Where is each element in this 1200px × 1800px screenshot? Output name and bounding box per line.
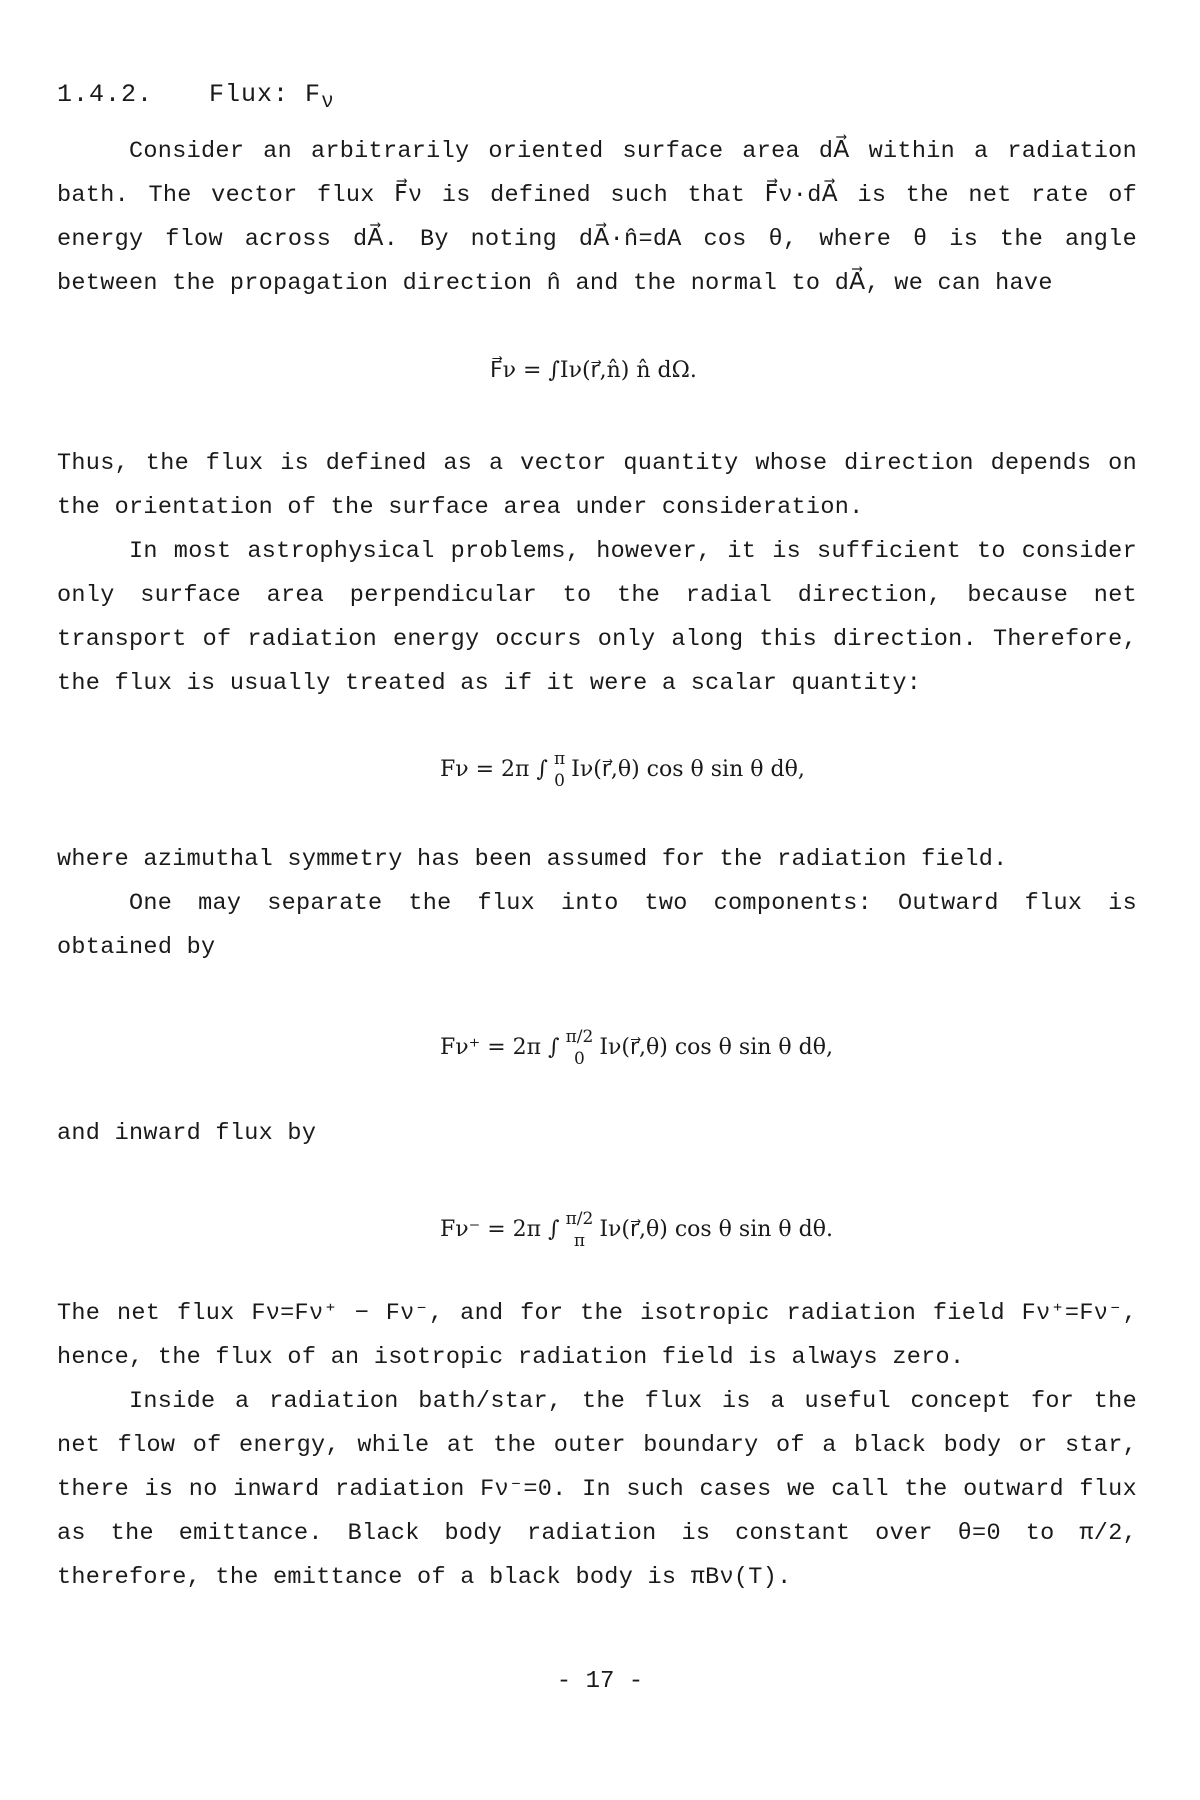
equation-scalar-flux xyxy=(440,748,805,792)
integral-limits xyxy=(554,748,565,792)
section-title-subscript: ν xyxy=(321,91,335,114)
integral-limits xyxy=(566,1026,594,1070)
upper-limit: π xyxy=(553,749,566,769)
equation-inward-flux-rhs: Iν(r⃗,θ) cos θ sin θ dθ. xyxy=(599,1217,833,1242)
upper-limit: π/2 xyxy=(565,1027,594,1047)
paragraph-vector-flux: Consider an arbitrarily oriented surface area dA⃗ within a radiation bath. The vector flux F⃗ν is defined such that F⃗ν·dA⃗ is the net rate of energy flow across dA⃗. By noting dA⃗·n̂=dA cos θ, where θ is the angle between the propagation direction n̂ and the normal to dA⃗, we can have xyxy=(57,138,1137,297)
lower-limit: 0 xyxy=(554,771,565,791)
section-title: Flux: F xyxy=(209,80,322,109)
equation-scalar-flux-lhs: Fν = 2π ∫ xyxy=(440,757,548,782)
section-heading xyxy=(57,80,335,114)
equation-outward-flux-lhs: Fν⁺ = 2π ∫ xyxy=(440,1035,560,1060)
equation-vector-flux: F⃗ν = ∫Iν(r⃗,n̂) n̂ dΩ. xyxy=(490,358,697,383)
paragraph-outward-flux: One may separate the flux into two components: Outward flux is obtained by xyxy=(57,890,1137,961)
lower-limit: 0 xyxy=(574,1049,585,1069)
paragraph-emittance: Inside a radiation bath/star, the flux is a useful concept for the net flow of energy, while at the outer boundary of a black body or star, there is no inward radiation Fν⁻=0. In such cases we call the outward flux as the emittance. Black body radiation is constant over θ=0 to π/2, therefore, the emittance of a black body is πBν(T). xyxy=(57,1388,1137,1591)
integral-limits xyxy=(566,1208,594,1252)
upper-limit: π/2 xyxy=(565,1209,594,1229)
equation-inward-flux-lhs: Fν⁻ = 2π ∫ xyxy=(440,1217,560,1242)
equation-outward-flux-rhs: Iν(r⃗,θ) cos θ sin θ dθ, xyxy=(599,1035,833,1060)
equation-inward-flux xyxy=(440,1208,833,1252)
paragraph-flux-vector-quantity: Thus, the flux is defined as a vector quantity whose direction depends on the orientation of the surface area under consideration. xyxy=(57,450,1137,521)
section-number: 1.4.2. xyxy=(57,80,154,109)
paragraph-scalar-flux: In most astrophysical problems, however, it is sufficient to consider only surface area perpendicular to the radial direction, because net transport of radiation energy occurs only along this direction. Therefore, the flux is usually treated as if it were a scalar quantity: xyxy=(57,538,1137,697)
paragraph-inward-flux: and inward flux by xyxy=(57,1120,317,1147)
paragraph-net-flux: The net flux Fν=Fν⁺ − Fν⁻, and for the isotropic radiation field Fν⁺=Fν⁻, hence, the flux of an isotropic radiation field is always zero. xyxy=(57,1300,1137,1371)
paragraph-azimuthal-symmetry: where azimuthal symmetry has been assumed for the radiation field. xyxy=(57,846,1008,873)
page-number: - 17 - xyxy=(556,1668,644,1695)
equation-outward-flux xyxy=(440,1026,833,1070)
lower-limit: π xyxy=(573,1231,586,1251)
equation-scalar-flux-rhs: Iν(r⃗,θ) cos θ sin θ dθ, xyxy=(571,757,805,782)
